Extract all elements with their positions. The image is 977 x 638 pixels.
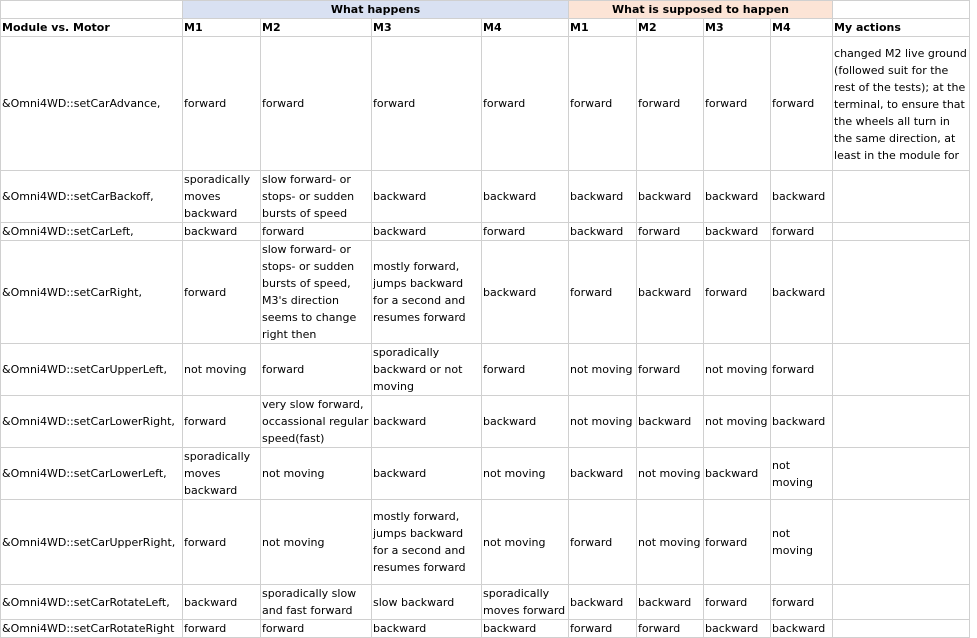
actions-cell[interactable] [833,620,970,638]
m2-cell[interactable]: forward [261,344,372,396]
m2-cell[interactable]: not moving [261,448,372,500]
table-row [1,241,974,344]
m4-expected-cell[interactable]: forward [771,585,833,620]
m1-expected-cell[interactable]: backward [569,223,637,241]
actions-cell[interactable] [833,171,970,223]
table-row [1,396,974,448]
table-row [1,448,974,500]
m2-cell[interactable]: not moving [261,500,372,585]
column-header-m1-expected[interactable]: M1 [569,19,637,37]
table-row [1,344,974,396]
group-header-row [1,1,974,19]
module-cell[interactable]: &Omni4WD::setCarUpperRight, [1,500,183,585]
m2-expected-cell[interactable]: backward [637,585,704,620]
table-row [1,37,974,171]
column-header-m2[interactable]: M2 [261,19,372,37]
column-header-my-actions[interactable]: My actions [833,19,970,37]
m4-cell[interactable]: backward [482,396,569,448]
m2-expected-cell[interactable]: backward [637,396,704,448]
m1-expected-cell[interactable]: backward [569,171,637,223]
m3-expected-cell[interactable]: forward [704,241,771,344]
m3-cell[interactable]: forward [372,37,482,171]
actions-cell[interactable] [833,344,970,396]
actions-cell[interactable] [833,448,970,500]
m4-cell[interactable]: sporadically moves forward [482,585,569,620]
module-cell[interactable]: &Omni4WD::setCarUpperLeft, [1,344,183,396]
table-row [1,223,974,241]
m1-cell[interactable]: backward [183,585,261,620]
m4-expected-cell[interactable]: forward [771,223,833,241]
m4-expected-cell[interactable]: backward [771,241,833,344]
m1-expected-cell[interactable]: forward [569,500,637,585]
m4-cell[interactable]: backward [482,620,569,638]
module-cell[interactable]: &Omni4WD::setCarRight, [1,241,183,344]
m3-expected-cell[interactable]: backward [704,171,771,223]
m2-expected-cell[interactable]: not moving [637,448,704,500]
table-row [1,500,974,585]
actions-cell[interactable] [833,223,970,241]
m1-cell[interactable]: backward [183,223,261,241]
m4-expected-cell[interactable]: backward [771,171,833,223]
module-cell[interactable]: &Omni4WD::setCarLowerRight, [1,396,183,448]
m2-expected-cell[interactable]: backward [637,241,704,344]
table-row [1,171,974,223]
m1-cell[interactable]: forward [183,396,261,448]
column-header-m3-expected[interactable]: M3 [704,19,771,37]
m2-cell[interactable]: forward [261,37,372,171]
m1-cell[interactable]: sporadically moves backward [183,448,261,500]
m3-cell[interactable]: backward [372,171,482,223]
actions-cell[interactable] [833,241,970,344]
module-cell[interactable]: &Omni4WD::setCarLeft, [1,223,183,241]
m1-expected-cell[interactable]: forward [569,37,637,171]
column-header-m3[interactable]: M3 [372,19,482,37]
column-header-m4[interactable]: M4 [482,19,569,37]
actions-cell[interactable] [833,396,970,448]
m1-expected-cell[interactable]: forward [569,241,637,344]
m3-expected-cell[interactable]: forward [704,500,771,585]
m3-cell[interactable]: backward [372,223,482,241]
m3-cell[interactable]: backward [372,448,482,500]
table-body [1,1,974,638]
m1-cell[interactable]: not moving [183,344,261,396]
header-cell[interactable] [833,1,970,19]
m2-expected-cell[interactable]: forward [637,620,704,638]
m2-cell[interactable]: forward [261,620,372,638]
m2-expected-cell[interactable]: forward [637,37,704,171]
table-row [1,620,974,638]
m4-expected-cell[interactable]: not moving [771,500,833,585]
module-cell[interactable]: &Omni4WD::setCarBackoff, [1,171,183,223]
column-header-m2-expected[interactable]: M2 [637,19,704,37]
actions-cell[interactable] [833,585,970,620]
m1-cell[interactable]: forward [183,500,261,585]
column-header-m4-expected[interactable]: M4 [771,19,833,37]
m3-cell[interactable]: sporadically backward or not moving [372,344,482,396]
m3-expected-cell[interactable]: backward [704,620,771,638]
m3-expected-cell[interactable]: forward [704,585,771,620]
m2-cell[interactable]: sporadically slow and fast forward [261,585,372,620]
m4-cell[interactable]: backward [482,241,569,344]
column-header-row [1,19,974,37]
m3-cell[interactable]: mostly forward, jumps backward for a second and resumes forward [372,241,482,344]
module-cell[interactable]: &Omni4WD::setCarRotateRight [1,620,183,638]
m4-cell[interactable]: not moving [482,500,569,585]
m3-expected-cell[interactable]: not moving [704,344,771,396]
m1-expected-cell[interactable]: not moving [569,396,637,448]
m1-expected-cell[interactable]: not moving [569,344,637,396]
m3-cell[interactable]: backward [372,396,482,448]
m2-cell[interactable]: forward [261,223,372,241]
module-cell[interactable]: &Omni4WD::setCarRotateLeft, [1,585,183,620]
m3-cell[interactable]: slow backward [372,585,482,620]
m2-expected-cell[interactable]: not moving [637,500,704,585]
m3-expected-cell[interactable]: not moving [704,396,771,448]
m4-expected-cell[interactable]: backward [771,620,833,638]
m1-expected-cell[interactable]: forward [569,620,637,638]
m4-cell[interactable]: forward [482,223,569,241]
m4-cell[interactable]: not moving [482,448,569,500]
m3-cell[interactable]: backward [372,620,482,638]
m1-cell[interactable]: forward [183,241,261,344]
m4-expected-cell[interactable]: not moving [771,448,833,500]
m2-cell[interactable]: slow forward- or stops- or sudden bursts of speed [261,171,372,223]
actions-text: changed M2 live ground (followed suit for the rest of the tests); at the terminal, to ensure that the wheels all turn in the same direction, at least in the module for [834,46,967,162]
m4-cell[interactable]: forward [482,37,569,171]
group-header-supposed[interactable]: What is supposed to happen [569,1,833,19]
column-header-module[interactable]: Module vs. Motor [1,19,183,37]
module-cell[interactable]: &Omni4WD::setCarAdvance, [1,37,183,171]
m3-cell[interactable]: mostly forward, jumps backward for a second and resumes forward [372,500,482,585]
m1-cell[interactable]: forward [183,620,261,638]
header-cell[interactable] [1,1,183,19]
m4-expected-cell[interactable]: backward [771,396,833,448]
m2-cell[interactable]: slow forward- or stops- or sudden bursts of speed, M3's direction seems to change right then [261,241,372,344]
actions-cell[interactable] [833,500,970,585]
m1-cell[interactable]: forward [183,37,261,171]
m1-expected-cell[interactable]: backward [569,585,637,620]
m2-expected-cell[interactable]: forward [637,344,704,396]
actions-cell[interactable] [833,37,970,171]
m4-cell[interactable]: forward [482,344,569,396]
m4-expected-cell[interactable]: forward [771,37,833,171]
m4-cell[interactable]: backward [482,171,569,223]
group-header-what-happens[interactable]: What happens [183,1,569,19]
m3-expected-cell[interactable]: backward [704,448,771,500]
module-cell[interactable]: &Omni4WD::setCarLowerLeft, [1,448,183,500]
table-row [1,585,974,620]
m1-expected-cell[interactable]: backward [569,448,637,500]
m3-expected-cell[interactable]: backward [704,223,771,241]
m2-cell[interactable]: very slow forward, occassional regular speed(fast) [261,396,372,448]
m1-cell[interactable]: sporadically moves backward [183,171,261,223]
m2-expected-cell[interactable]: forward [637,223,704,241]
m3-expected-cell[interactable]: forward [704,37,771,171]
column-header-m1[interactable]: M1 [183,19,261,37]
m2-expected-cell[interactable]: backward [637,171,704,223]
m4-expected-cell[interactable]: forward [771,344,833,396]
